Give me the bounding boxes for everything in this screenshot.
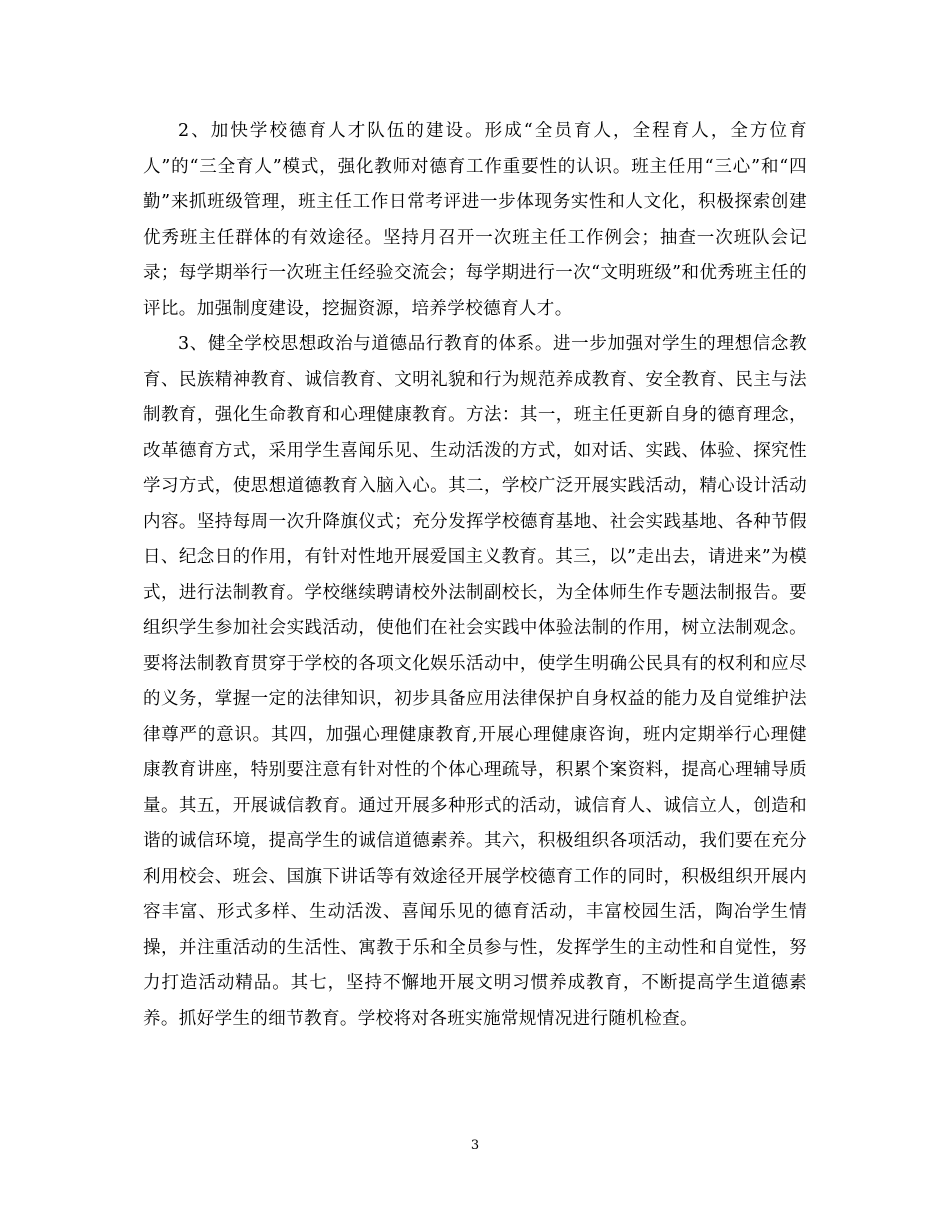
paragraph-moral-education-system: 3、健全学校思想政治与道德品行教育的体系。进一步加强对学生的理想信念教育、民族精神教育、诚信教育、文明礼貌和行为规范养成教育、安全教育、民主与法制教育，强化生命教育和心理健康教育。方法：其一，班主任更新自身的德育理念，改革德育方式，采用学生喜闻乐见、生动活泼的方式，如对话、实践、体验、探究性学习方式，使思想道德教育入脑入心。其二，学校广泛开展实践活动，精心设计活动内容。坚持每周一次升降旗仪式；充分发挥学校德育基地、社会实践基地、各种节假日、纪念日的作用，有针对性地开展爱国主义教育。其三，以”走出去，请进来”为模式，进行法制教育。学校继续聘请校外法制副校长，为全体师生作专题法制报告。要组织学生参加社会实践活动，使他们在社会实践中体验法制的作用，树立法制观念。要将法制教育贯穿于学校的各项文化娱乐活动中，使学生明确公民具有的权利和应尽的义务，掌握一定的法律知识，初步具备应用法律保护自身权益的能力及自觉维护法律尊严的意识。其四，加强心理健康教育,开展心理健康咨询，班内定期举行心理健康教育讲座，特别要注意有针对性的个体心理疏导，积累个案资料，提高心理辅导质量。其五，开展诚信教育。通过开展多种形式的活动，诚信育人、诚信立人，创造和谐的诚信环境，提高学生的诚信道德素养。其六，积极组织各项活动，我们要在充分利用校会、班会、国旗下讲话等有效途径开展学校德育工作的同时，积极组织开展内容丰富、形式多样、生动活泼、喜闻乐见的德育活动，丰富校园生活，陶冶学生情操，并注重活动的生活性、寓教于乐和全员参与性，发挥学生的主动性和自觉性，努力打造活动精品。其七，坚持不懈地开展文明习惯养成教育，不断提高学生道德素养。抓好学生的细节教育。学校将对各班实施常规情况进行随机检查。 xyxy=(143,334,807,1029)
paragraph-teacher-team: 2、加快学校德育人才队伍的建设。形成“全员育人，全程育人，全方位育人”的“三全育人”模式，强化教师对德育工作重要性的认识。班主任用“三心”和“四勤”来抓班级管理，班主任工作日常考评进一步体现务实性和人文化，积极探索创建优秀班主任群体的有效途径。坚持月召开一次班主任工作例会；抽查一次班队会记录；每学期举行一次班主任经验交流会；每学期进行一次“文明班级”和优秀班主任的评比。加强制度建设，挖掘资源，培养学校德育人才。 xyxy=(143,121,807,319)
page-number: 3 xyxy=(470,1138,480,1153)
body-text xyxy=(143,114,807,1037)
